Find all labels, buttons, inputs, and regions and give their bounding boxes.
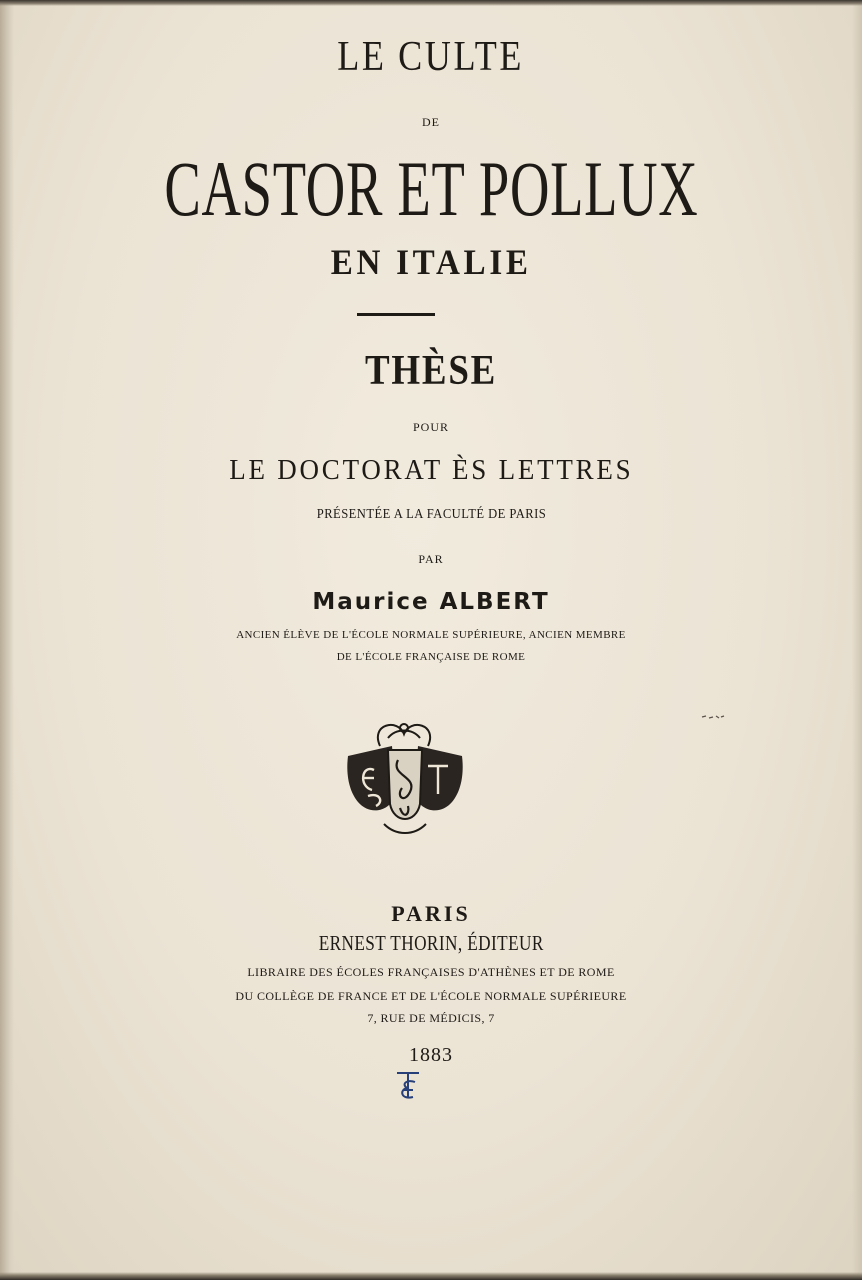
thesis-heading: THÈSE [364, 348, 498, 394]
title-divider-rule [357, 313, 435, 316]
by-line: PAR [418, 552, 444, 566]
author-name: Maurice ALBERT [312, 589, 550, 615]
publisher-monogram-emblem-icon [340, 716, 470, 840]
page-bottom-edge [0, 1272, 862, 1280]
presented-line: PRÉSENTÉE A LA FACULTÉ DE PARIS [316, 507, 546, 522]
title-main-castor-et-pollux: CASTOR ET POLLUX [163, 145, 699, 232]
degree-line: LE DOCTORAT ÈS LETTRES [228, 454, 634, 486]
imprint-city: PARIS [391, 901, 471, 926]
title-line-de: DE [422, 115, 440, 129]
imprint-publisher: ERNEST THORIN, ÉDITEUR [318, 931, 544, 955]
ink-smudge [700, 712, 726, 722]
title-line-en-italie: EN ITALIE [330, 242, 532, 282]
imprint-address: 7, RUE DE MÉDICIS, 7 [367, 1011, 495, 1025]
imprint-year: 1883 [409, 1044, 453, 1066]
thesis-pour: POUR [412, 420, 449, 434]
title-line-le-culte: LE CULTE [337, 34, 525, 80]
author-description-2: DE L'ÉCOLE FRANÇAISE DE ROME [336, 651, 526, 663]
library-stamp-icon [393, 1068, 423, 1104]
page-top-edge [0, 0, 862, 6]
imprint-description-1: LIBRAIRE DES ÉCOLES FRANÇAISES D'ATHÈNES ET DE ROME [247, 965, 615, 979]
author-description-1: ANCIEN ÉLÈVE DE L'ÉCOLE NORMALE SUPÉRIEURE, ANCIEN MEMBRE [236, 629, 626, 641]
imprint-description-2: DU COLLÈGE DE FRANCE ET DE L'ÉCOLE NORMALE SUPÉRIEURE [235, 989, 627, 1003]
